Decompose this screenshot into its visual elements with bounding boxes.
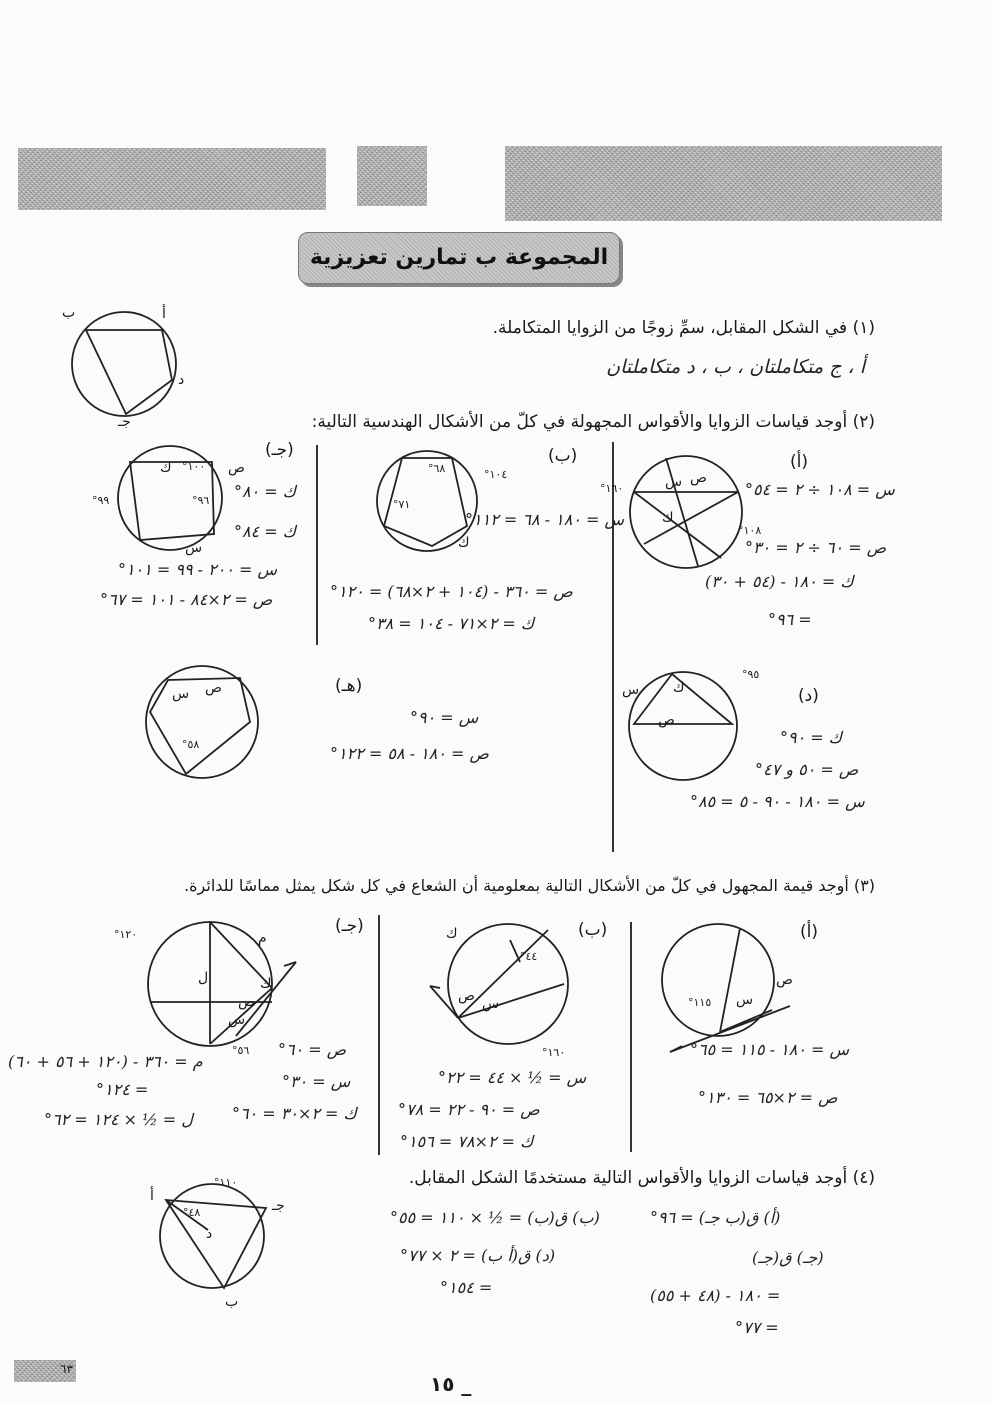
q3c-fig-56: ٥٦° [232,1044,250,1057]
header-noise-right [505,146,942,221]
q4-right-line-1: (أ) ق(ب جـ) = ٩٦° [650,1208,781,1227]
q2a-figure [626,452,746,572]
q2d-line-2: ص = ٥٠ و ٤٧° [755,760,859,779]
q2a-line-3: ك = ١٨٠ - (٥٤ + ٣٠) [705,572,854,591]
q2c-fig-99: ٩٩° [92,494,110,507]
q2c-fig-96: ٩٦° [192,494,210,507]
q2c-line-1: ك = ٨٠° [234,482,296,501]
q2d-fig-c: ص [658,712,675,728]
q2e-figure [142,662,262,782]
q2b-fig-71: ٧١° [393,498,411,511]
q3b-fig-s: س [482,996,500,1012]
section-title: المجموعة ب تمارين تعزيزية [309,245,609,270]
q3c-line-1: ص = ٦٠° [278,1040,347,1059]
q4-text: (٤) أوجد قياسات الزوايا والأقواس التالية مستخدمًا الشكل المقابل. [408,1168,875,1188]
q2d-line-3: س = ١٨٠ - ٩٠ - ٥ = ٨٥° [690,792,865,811]
q2b-fig-68: ٦٨° [428,462,446,475]
q1-label-a: أ [162,306,166,322]
q2c-figure [112,446,232,556]
q2d-fig-s: س [622,682,640,698]
q3b-line-2: ص = ٩٠ - ٢٢ = ٧٨° [398,1100,540,1119]
q2a-fig-s: س [665,474,683,490]
q2c-line-4: ص = ٢×٨٤ - ١٠١ = ٦٧° [100,590,273,609]
q3c-line-4: م = ٣٦٠ - (١٢٠ + ٥٦ + ٦٠) [8,1052,203,1071]
q2d-fig-k: ك [673,680,685,696]
q3c-fig-120: ١٢٠° [114,928,138,941]
q2a-line-2: ص = ٦٠ ÷ ٢ = ٣٠° [745,538,887,557]
q2b-fig-104: ١٠٤° [484,468,508,481]
q4-fig-a: أ [150,1188,154,1204]
q1-figure [62,310,202,420]
q2a-tag: (أ) [790,452,808,472]
q2e-fig-58: ٥٨° [182,738,200,751]
q2c-fig-s: س [185,540,203,556]
q3c-line-2: س = ٣٠° [282,1072,351,1091]
q4-right-line-4: = ٧٧° [735,1318,779,1337]
q2c-fig-100: ١٠٠° [182,460,206,473]
q2d-line-1: ك = ٩٠° [780,728,842,747]
q3c-fig-m: م [258,930,267,946]
q2e-tag: (هـ) [335,676,363,696]
q2b-line-3: ك = ٢×٧١ - ١٠٤ = ٣٨° [368,614,535,633]
q3b-line-1: س = ½ × ٤٤ = ٢٢° [438,1068,587,1087]
q4-left-line-1: (ب) ق(ب) = ½ × ١١٠ = ٥٥° [390,1208,600,1227]
q3a-tag: (أ) [800,922,818,942]
q2e-fig-s: س [172,686,190,702]
q4-left-line-3: = ١٥٤° [440,1278,493,1297]
q3b-line-3: ك = ٢×٧٨ = ١٥٦° [400,1132,534,1151]
q2c-fig-k: ك [160,460,172,476]
q1-label-c: جـ [118,414,131,430]
q3b-fig-k: ك [446,926,458,942]
q4-fig-b: ب [225,1294,239,1310]
q3-divider-left [378,915,380,1155]
q2c-line-3: س = ٢٠٠ - ٩٩ = ١٠١° [118,560,278,579]
q4-left-line-2: (د) ق(أ ب) = ٢ × ٧٧° [400,1246,556,1265]
q4-figure [150,1182,280,1302]
page-number: ١٥ _ [430,1372,472,1396]
q3a-fig-c: ص [776,972,793,988]
q2a-line-1: س = ١٠٨ ÷ ٢ = ٥٤° [745,480,895,499]
q4-fig-48: ٤٨° [183,1206,201,1219]
q2b-tag: (ب) [548,446,578,466]
q2a-fig-108: ١٠٨° [738,524,762,537]
q2a-fig-c: ص [690,470,707,486]
q1-label-d: د [178,372,185,388]
q3a-fig-115: ١١٥° [688,996,712,1009]
q1-text: (١) في الشكل المقابل، سمِّ زوجًا من الزوايا المتكاملة. [492,318,875,338]
q2e-line-2: ص = ١٨٠ - ٥٨ = ١٢٢° [330,744,489,763]
q3b-fig-c: ص [458,988,475,1004]
q1-answer: أ ، ج متكاملتان ، ب ، د متكاملتان [606,356,865,378]
q2e-fig-c: ص [205,680,222,696]
q3c-line-5: = ١٢٤° [96,1080,149,1099]
footer-corner-mark: ٦٣ [60,1362,73,1376]
q2-divider-right [612,442,614,852]
q3a-fig-s: س [736,992,754,1008]
q2b-line-2: ص = ٣٦٠ - (١٠٤ + ٢×٦٨) = ١٢٠° [330,582,573,601]
q4-fig-d: د [206,1226,213,1242]
q3c-tag: (جـ) [335,916,364,936]
q3c-fig-k: ك [260,976,272,992]
q2b-fig-k: ك [458,535,470,551]
q2c-line-2: ك = ٨٤° [234,522,296,541]
q2b-line-1: س = ١٨٠ - ٦٨ = ١١٢° [465,510,625,529]
q3a-line-1: س = ١٨٠ - ١١٥ = ٦٥° [690,1040,850,1059]
q3b-fig-44: ٤٤° [520,950,538,963]
q4-fig-c: جـ [272,1198,285,1214]
q2d-fig-95: ٩٥° [742,668,760,681]
q2-text: (٢) أوجد قياسات الزوايا والأقواس المجهولة في كلّ من الأشكال الهندسية التالية: [311,412,875,432]
header-noise-center [357,146,427,206]
q3c-figure [144,918,304,1048]
q2d-figure [628,668,743,783]
q4-right-line-2: (جـ) ق(جـ) [752,1248,824,1267]
q3-divider-right [630,922,632,1152]
q3a-line-2: ص = ٢×٦٥ = ١٣٠° [698,1088,838,1107]
q2a-fig-160: ١٦٠° [600,482,624,495]
q2e-line-1: س = ٩٠° [410,708,479,727]
q4-fig-110: ١١٠° [214,1176,238,1189]
q3c-fig-l: ل [198,970,209,986]
section-title-banner [298,232,620,284]
q1-label-b: ب [62,305,76,321]
header-noise-left [18,148,326,210]
q3c-line-3: ك = ٢×٣٠ = ٦٠° [232,1104,357,1123]
q2c-fig-c: ص [228,460,245,476]
q3-text: (٣) أوجد قيمة المجهول في كلّ من الأشكال التالية بمعلومية أن الشعاع في كل شكل يمثل مماسًا للدائرة. [184,876,875,895]
q3c-fig-s: س [228,1012,246,1028]
q2c-tag: (جـ) [265,440,294,460]
q2d-tag: (د) [798,686,819,706]
q3c-fig-c: ص [238,994,255,1010]
q2a-line-4: = ٩٦° [768,610,812,629]
q4-right-line-3: = ١٨٠ - (٤٨ + ٥٥) [650,1286,781,1305]
q2a-fig-k: ك [662,510,674,526]
q3b-tag: (ب) [578,920,608,940]
q2-divider-left [316,445,318,645]
q3b-fig-160: ١٦٠° [542,1046,566,1059]
q3c-line-6: ل = ½ × ١٢٤ = ٦٢° [44,1110,193,1129]
